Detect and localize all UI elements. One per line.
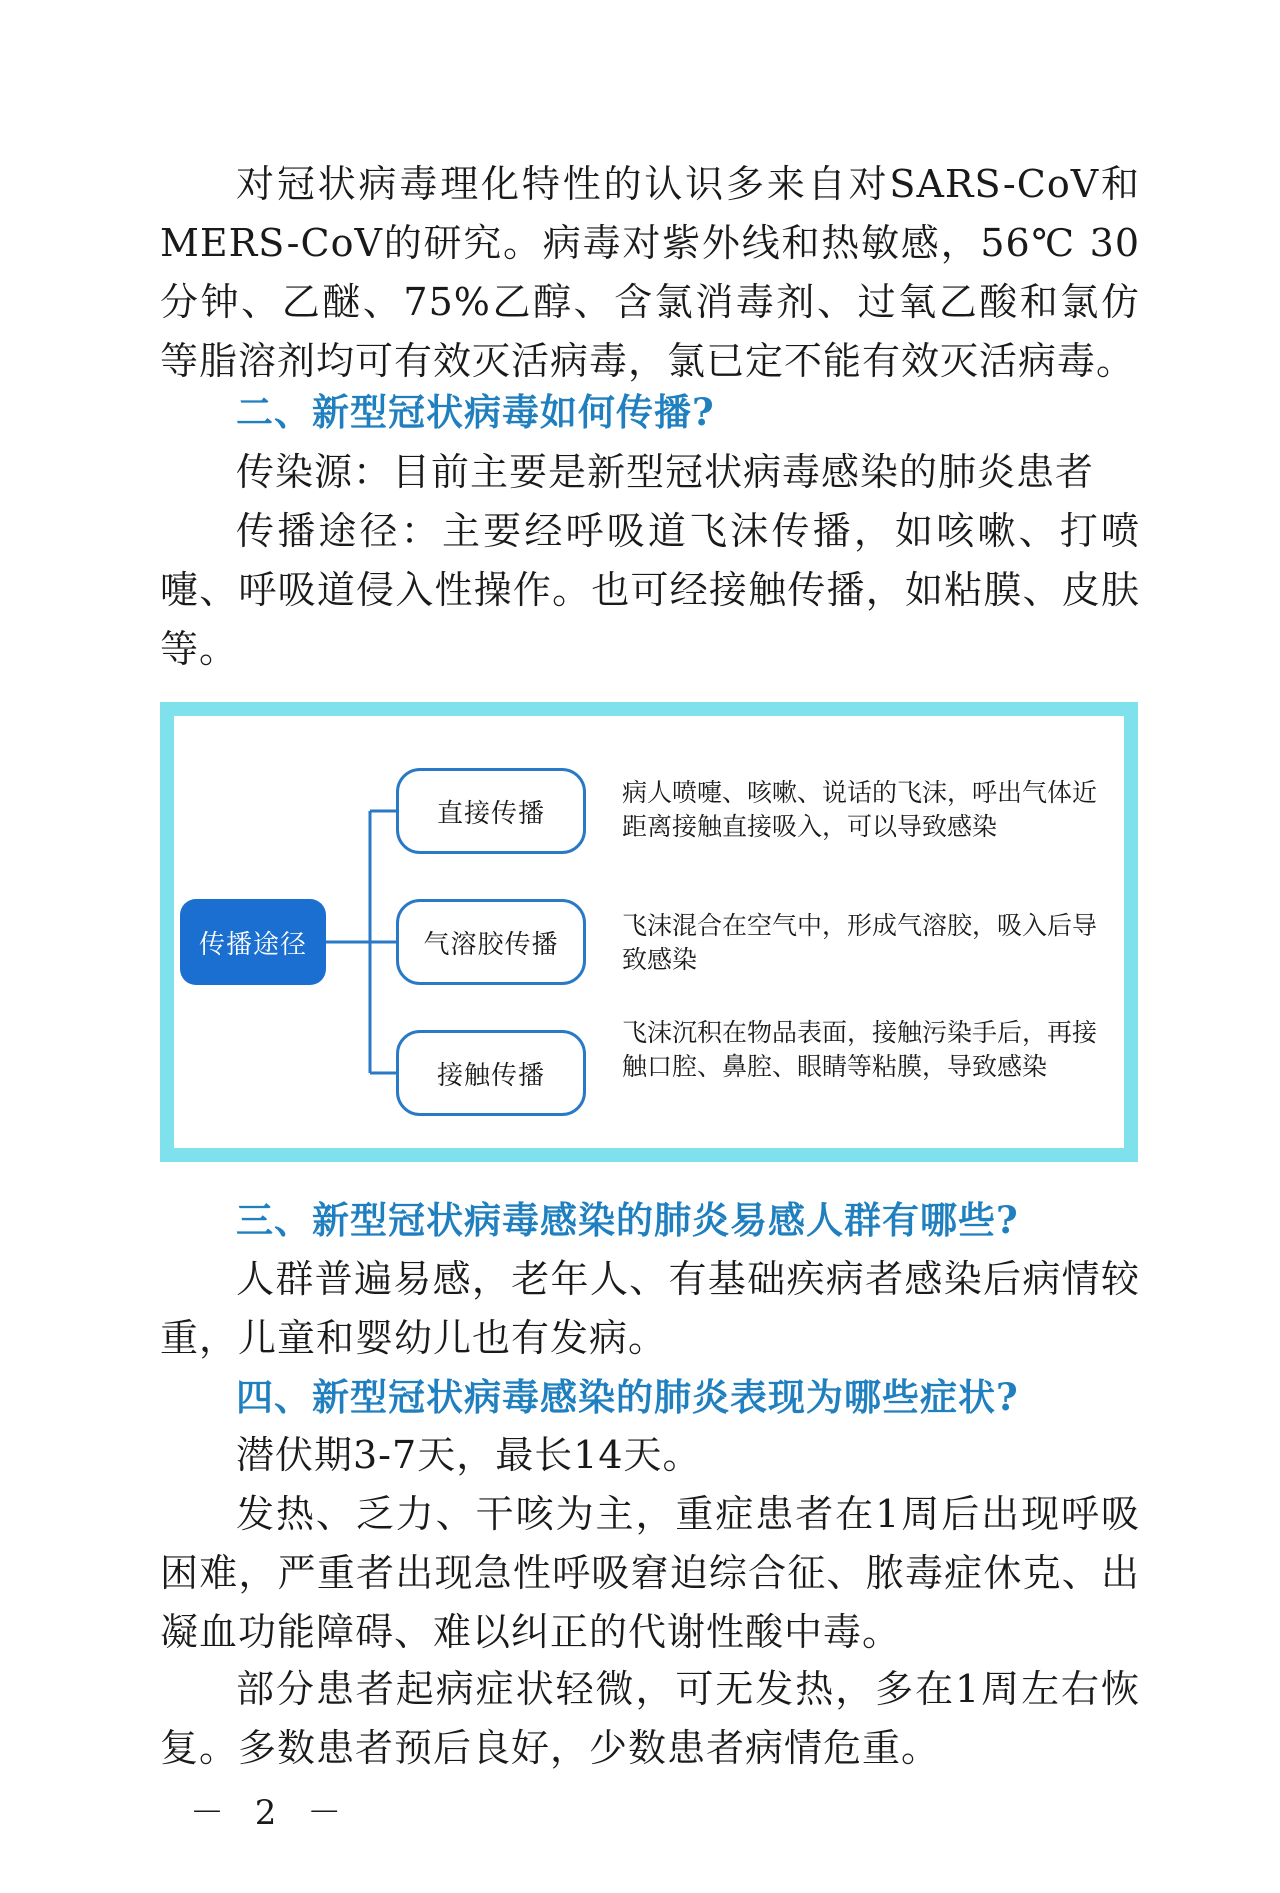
- branch-desc-contact: 飞沫沉积在物品表面，接触污染手后，再接触口腔、鼻腔、眼睛等粘膜，导致感染: [622, 1018, 1098, 1081]
- paragraph-symptoms: 发热、乏力、干咳为主，重症患者在1周后出现呼吸困难，严重者出现急性呼吸窘迫综合征、脓毒症休克、出凝血功能障碍、难以纠正的代谢性酸中毒。: [160, 1492, 1140, 1654]
- section-heading-transmission: 二、新型冠状病毒如何传播?: [236, 390, 715, 434]
- branch-desc-aerosol: 飞沫混合在空气中，形成气溶胶，吸入后导致感染: [622, 911, 1098, 974]
- branch-desc-direct: 病人喷嚏、咳嗽、说话的飞沫，呼出气体近距离接触直接吸入，可以导致感染: [622, 778, 1098, 841]
- paragraph-transmission-route: 传播途径：主要经呼吸道飞沫传播，如咳嗽、打喷嚏、呼吸道侵入性操作。也可经接触传播，如粘膜、皮肤等。: [160, 509, 1140, 671]
- section-heading-susceptible: 三、新型冠状病毒感染的肺炎易感人群有哪些?: [236, 1198, 1019, 1242]
- paragraph-physicochemical: 对冠状病毒理化特性的认识多来自对SARS-CoV和MERS-CoV的研究。病毒对紫外线和热敏感，56℃ 30分钟、乙醚、75%乙醇、含氯消毒剂、过氧乙酸和氯仿等脂溶剂均可有效灭活病毒，氯已定不能有效灭活病毒。: [160, 162, 1140, 383]
- paragraph-infection-source: 传染源：目前主要是新型冠状病毒感染的肺炎患者: [236, 450, 1095, 494]
- diagram-root-node: 传播途径: [180, 899, 326, 985]
- branch-node-aerosol: 气溶胶传播: [396, 899, 586, 985]
- branch-node-direct: 直接传播: [396, 768, 586, 854]
- paragraph-incubation: 潜伏期3-7天，最长14天。: [236, 1433, 702, 1477]
- page-number: － 2 －: [190, 1793, 352, 1833]
- paragraph-prognosis: 部分患者起病症状轻微，可无发热，多在1周左右恢复。多数患者预后良好，少数患者病情危重。: [160, 1667, 1140, 1770]
- section-heading-symptoms: 四、新型冠状病毒感染的肺炎表现为哪些症状?: [236, 1375, 1019, 1419]
- diagram-canvas: [174, 716, 1124, 1148]
- paragraph-susceptible-groups: 人群普遍易感，老年人、有基础疾病者感染后病情较重，儿童和婴幼儿也有发病。: [160, 1257, 1140, 1360]
- branch-node-contact: 接触传播: [396, 1030, 586, 1116]
- transmission-diagram: [160, 702, 1138, 1162]
